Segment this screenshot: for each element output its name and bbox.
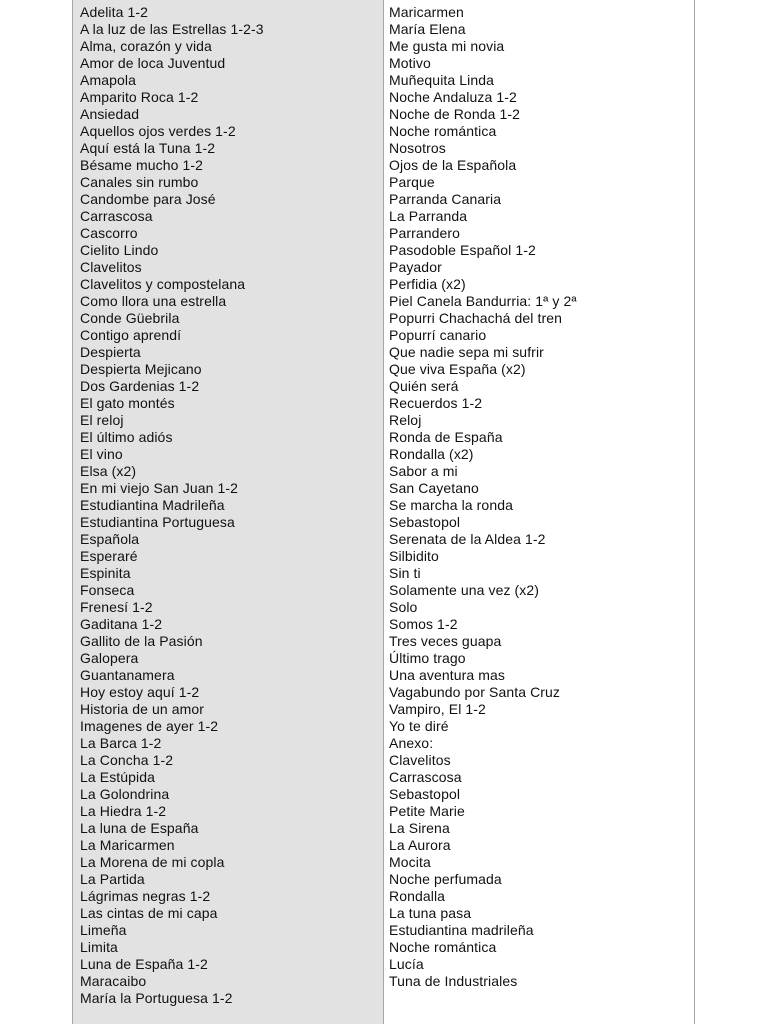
song-title: Nosotros bbox=[389, 140, 446, 156]
song-title: Lágrimas negras 1-2 bbox=[80, 888, 211, 904]
song-title: Historia de un amor bbox=[80, 701, 205, 717]
song-title: Guantanamera bbox=[80, 667, 175, 683]
song-title: Adelita 1-2 bbox=[80, 4, 149, 20]
song-title: Aquí está la Tuna 1-2 bbox=[80, 140, 216, 156]
song-title: Sabor a mi bbox=[389, 463, 458, 479]
song-title: Gaditana 1-2 bbox=[80, 616, 163, 632]
song-title: La Concha 1-2 bbox=[80, 752, 174, 768]
song-title: Serenata de la Aldea 1-2 bbox=[389, 531, 546, 547]
song-title: La Sirena bbox=[389, 820, 450, 836]
song-title: Petite Marie bbox=[389, 803, 465, 819]
song-title: Limita bbox=[80, 939, 118, 955]
right-column bbox=[384, 0, 695, 1024]
song-title: La Barca 1-2 bbox=[80, 735, 162, 751]
song-title: Noche romántica bbox=[389, 123, 497, 139]
song-title: Las cintas de mi capa bbox=[80, 905, 218, 921]
song-title: Clavelitos bbox=[80, 259, 142, 275]
song-title: Tuna de Industriales bbox=[389, 973, 518, 989]
song-title: Solo bbox=[389, 599, 418, 615]
song-title: Candombe para José bbox=[80, 191, 216, 207]
song-title: Amparito Roca 1-2 bbox=[80, 89, 199, 105]
song-title: Motivo bbox=[389, 55, 431, 71]
song-title: Parrandero bbox=[389, 225, 461, 241]
song-title: Amor de loca Juventud bbox=[80, 55, 226, 71]
song-title: Recuerdos 1-2 bbox=[389, 395, 483, 411]
song-title: Despierta bbox=[80, 344, 141, 360]
song-title: Espinita bbox=[80, 565, 131, 581]
song-title: Galopera bbox=[80, 650, 139, 666]
song-title: La Maricarmen bbox=[80, 837, 175, 853]
song-title: Noche romántica bbox=[389, 939, 497, 955]
song-title: María Elena bbox=[389, 21, 466, 37]
song-title: Noche Andaluza 1-2 bbox=[389, 89, 517, 105]
song-title: El último adiós bbox=[80, 429, 173, 445]
song-title: Yo te diré bbox=[389, 718, 449, 734]
song-title: Anexo: bbox=[389, 735, 434, 751]
song-title: Tres veces guapa bbox=[389, 633, 502, 649]
song-title: La Hiedra 1-2 bbox=[80, 803, 167, 819]
song-title: Sebastopol bbox=[389, 514, 461, 530]
song-title: Clavelitos bbox=[389, 752, 451, 768]
song-title: La luna de España bbox=[80, 820, 199, 836]
song-title: Maricarmen bbox=[389, 4, 464, 20]
song-title: La Aurora bbox=[389, 837, 451, 853]
song-title: Quién será bbox=[389, 378, 459, 394]
song-title: Popurrí canario bbox=[389, 327, 487, 343]
song-title: Ronda de España bbox=[389, 429, 503, 445]
song-title: Canales sin rumbo bbox=[80, 174, 199, 190]
song-title: Rondalla (x2) bbox=[389, 446, 474, 462]
song-title: Pasodoble Español 1-2 bbox=[389, 242, 536, 258]
song-title: El reloj bbox=[80, 412, 124, 428]
song-title: Lucía bbox=[389, 956, 424, 972]
song-title: Luna de España 1-2 bbox=[80, 956, 208, 972]
song-title: Despierta Mejicano bbox=[80, 361, 202, 377]
song-title: Vampiro, El 1-2 bbox=[389, 701, 486, 717]
song-title: Española bbox=[80, 531, 140, 547]
song-title: Carrascosa bbox=[389, 769, 462, 785]
song-title: La Parranda bbox=[389, 208, 468, 224]
song-title: La Morena de mi copla bbox=[80, 854, 225, 870]
song-title: Como llora una estrella bbox=[80, 293, 227, 309]
song-title: Esperaré bbox=[80, 548, 138, 564]
song-title: Parque bbox=[389, 174, 435, 190]
song-title: En mi viejo San Juan 1-2 bbox=[80, 480, 239, 496]
song-title: Piel Canela Bandurria: 1ª y 2ª bbox=[389, 293, 577, 309]
song-title: Reloj bbox=[389, 412, 422, 428]
song-title: Perfidia (x2) bbox=[389, 276, 466, 292]
song-title: Dos Gardenias 1-2 bbox=[80, 378, 200, 394]
song-title: Conde Güebrila bbox=[80, 310, 180, 326]
song-title: Alma, corazón y vida bbox=[80, 38, 212, 54]
song-title: Cascorro bbox=[80, 225, 138, 241]
song-title: Último trago bbox=[389, 650, 466, 666]
song-title: Solamente una vez (x2) bbox=[389, 582, 540, 598]
song-title: Noche de Ronda 1-2 bbox=[389, 106, 520, 122]
song-title: San Cayetano bbox=[389, 480, 479, 496]
song-title: Parranda Canaria bbox=[389, 191, 502, 207]
song-title: Gallito de la Pasión bbox=[80, 633, 203, 649]
song-title: Elsa (x2) bbox=[80, 463, 137, 479]
song-title: Sebastopol bbox=[389, 786, 461, 802]
song-title: A la luz de las Estrellas 1-2-3 bbox=[80, 21, 264, 37]
song-title: Aquellos ojos verdes 1-2 bbox=[80, 123, 236, 139]
song-title: Vagabundo por Santa Cruz bbox=[389, 684, 561, 700]
song-title: Frenesí 1-2 bbox=[80, 599, 153, 615]
song-title: Cielito Lindo bbox=[80, 242, 159, 258]
song-title: Muñequita Linda bbox=[389, 72, 495, 88]
song-title: Clavelitos y compostelana bbox=[80, 276, 246, 292]
left-column bbox=[72, 0, 384, 1024]
song-title: Que viva España (x2) bbox=[389, 361, 526, 377]
song-title: El vino bbox=[80, 446, 123, 462]
song-title: Limeña bbox=[80, 922, 127, 938]
song-title: Imagenes de ayer 1-2 bbox=[80, 718, 219, 734]
song-title: Estudiantina Madrileña bbox=[80, 497, 225, 513]
song-title: Sin ti bbox=[389, 565, 421, 581]
song-title: Popurri Chachachá del tren bbox=[389, 310, 563, 326]
song-title: María la Portuguesa 1-2 bbox=[80, 990, 233, 1006]
song-title: La Golondrina bbox=[80, 786, 170, 802]
song-title: Se marcha la ronda bbox=[389, 497, 513, 513]
song-title: Somos 1-2 bbox=[389, 616, 458, 632]
song-title: Fonseca bbox=[80, 582, 135, 598]
song-title: Silbidito bbox=[389, 548, 439, 564]
song-title: Contigo aprendí bbox=[80, 327, 182, 343]
song-title: Maracaibo bbox=[80, 973, 147, 989]
song-title: El gato montés bbox=[80, 395, 175, 411]
song-title: La tuna pasa bbox=[389, 905, 472, 921]
right-song-list bbox=[389, 4, 694, 990]
left-song-list bbox=[80, 4, 383, 1007]
song-title: Ojos de la Española bbox=[389, 157, 517, 173]
song-title: La Estúpida bbox=[80, 769, 156, 785]
song-title: Mocita bbox=[389, 854, 431, 870]
song-title: Estudiantina madrileña bbox=[389, 922, 534, 938]
song-title: La Partida bbox=[80, 871, 145, 887]
song-title: Rondalla bbox=[389, 888, 446, 904]
song-title: Noche perfumada bbox=[389, 871, 502, 887]
song-title: Ansiedad bbox=[80, 106, 140, 122]
song-title: Amapola bbox=[80, 72, 136, 88]
song-title: Carrascosa bbox=[80, 208, 153, 224]
song-title: Bésame mucho 1-2 bbox=[80, 157, 203, 173]
song-title: Hoy estoy aquí 1-2 bbox=[80, 684, 200, 700]
song-title: Payador bbox=[389, 259, 442, 275]
song-title: Me gusta mi novia bbox=[389, 38, 505, 54]
song-title: Estudiantina Portuguesa bbox=[80, 514, 235, 530]
song-title: Una aventura mas bbox=[389, 667, 505, 683]
song-title: Que nadie sepa mi sufrir bbox=[389, 344, 544, 360]
